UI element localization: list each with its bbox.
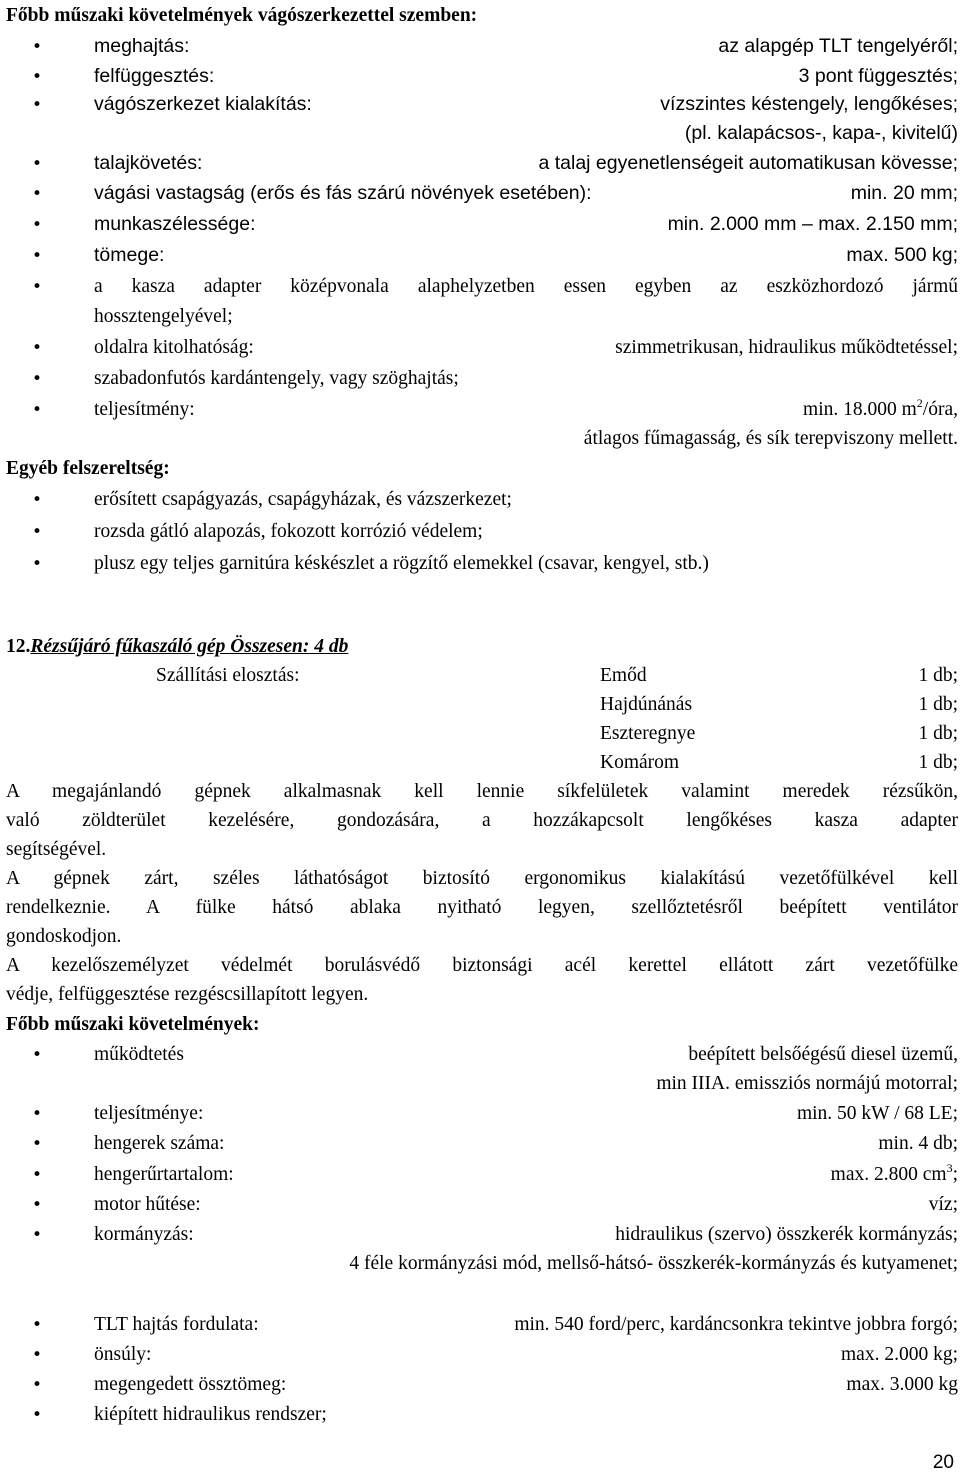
item-label: kormányzás: bbox=[94, 1224, 194, 1245]
section-heading: Főbb műszaki követelmények: bbox=[6, 1014, 260, 1035]
list-item bbox=[6, 1310, 958, 1340]
item-text: szabadonfutós kardántengely, vagy szöghajtás; bbox=[94, 368, 459, 389]
item-value: a talaj egyenetlenségeit automatikusan kövesse; bbox=[538, 152, 958, 174]
paragraph-line: A kezelőszemélyzet védelmét borulásvédő biztonsági acél kerettel ellátott zárt vezetőfülke bbox=[6, 955, 958, 976]
bullet-icon bbox=[32, 272, 42, 302]
bullet-icon bbox=[32, 1040, 42, 1070]
distribution-row bbox=[6, 748, 958, 778]
paragraph-line: segítségével. bbox=[6, 839, 107, 860]
item-value: 3 pont függesztés; bbox=[798, 65, 958, 87]
item-value: min IIIA. emissziós normájú motorral; bbox=[656, 1073, 958, 1094]
item-label: TLT hajtás fordulata: bbox=[94, 1314, 259, 1335]
bullet-icon bbox=[32, 517, 42, 547]
list-item bbox=[6, 240, 958, 270]
list-item bbox=[6, 1099, 958, 1129]
section-heading: Főbb műszaki követelmények vágószerkezettel szemben: bbox=[6, 5, 478, 26]
list-item bbox=[6, 1040, 958, 1070]
list-item bbox=[6, 1190, 958, 1220]
list-item-continuation bbox=[6, 1069, 958, 1099]
item-value: (pl. kalapácsos-, kapa-, kivitelű) bbox=[684, 122, 958, 144]
item-label: önsúly: bbox=[94, 1344, 152, 1365]
bullet-icon bbox=[32, 1190, 42, 1220]
bullet-icon bbox=[32, 148, 42, 179]
list-item-continuation bbox=[6, 1249, 958, 1279]
bullet-icon bbox=[32, 395, 42, 425]
item-text: erősített csapágyazás, csapágyházak, és vázszerkezet; bbox=[94, 489, 512, 510]
item-label: felfüggesztés: bbox=[94, 65, 215, 87]
item-label: megengedett össztömeg: bbox=[94, 1374, 287, 1395]
list-item bbox=[6, 31, 958, 61]
bullet-icon bbox=[32, 1370, 42, 1400]
item-value: max. 2.000 kg; bbox=[841, 1344, 958, 1365]
item-text: rozsda gátló alapozás, fokozott korrózió védelem; bbox=[94, 521, 483, 542]
item-value: 4 féle kormányzási mód, mellső-hátsó- összkerék-kormányzás és kutyamenet; bbox=[349, 1253, 958, 1274]
list-item bbox=[6, 148, 958, 178]
item-label: motor hűtése: bbox=[94, 1194, 201, 1215]
item-value: az alapgép TLT tengelyéről; bbox=[718, 35, 958, 57]
item-label: működtetés bbox=[94, 1044, 184, 1065]
distribution-location: Hajdúnánás bbox=[600, 694, 693, 715]
item-value: min. 50 kW / 68 LE; bbox=[796, 1103, 958, 1124]
item-value: max. 500 kg; bbox=[846, 244, 958, 266]
bullet-icon bbox=[32, 1340, 42, 1370]
paragraph-line: védje, felfüggesztése rezgéscsillapított legyen. bbox=[6, 984, 369, 1005]
item-text: hossztengelyével; bbox=[94, 306, 233, 327]
item-value: min. 18.000 $m^2$/óra, bbox=[803, 396, 958, 420]
list-item bbox=[6, 485, 958, 515]
list-item bbox=[6, 1220, 958, 1250]
item-value: átlagos fűmagasság, és sík terepviszony mellett. bbox=[583, 428, 958, 449]
paragraph-line: A gépnek zárt, széles láthatóságot biztosító ergonomikus kialakítású vezetőfülkével kell bbox=[6, 868, 958, 889]
item-label: kiépített hidraulikus rendszer; bbox=[94, 1404, 327, 1425]
section-heading: Egyéb felszereltség: bbox=[6, 458, 170, 479]
list-item-continuation bbox=[6, 424, 958, 454]
item-value: víz; bbox=[928, 1194, 958, 1215]
distribution-location: Emőd bbox=[600, 665, 647, 686]
item-value: szimmetrikusan, hidraulikus működtetéssel; bbox=[615, 337, 958, 358]
list-item bbox=[6, 1160, 958, 1190]
bullet-icon bbox=[32, 1129, 42, 1159]
paragraph-line: A megajánlandó gépnek alkalmasnak kell lennie síkfelületek valamint meredek rézsűkön, bbox=[6, 781, 958, 802]
distribution-qty: 1 db; bbox=[918, 694, 958, 715]
item-title bbox=[6, 632, 958, 662]
item-label: oldalra kitolhatóság: bbox=[94, 337, 254, 358]
bullet-icon bbox=[32, 1099, 42, 1129]
item-value: hidraulikus (szervo) összkerék kormányzás; bbox=[615, 1224, 958, 1245]
bullet-icon bbox=[32, 364, 42, 394]
list-item bbox=[6, 89, 958, 119]
distribution-qty: 1 db; bbox=[918, 752, 958, 773]
item-value: min. 2.000 mm – max. 2.150 mm; bbox=[667, 213, 958, 235]
item-value: vízszintes késtengely, lengőkéses; bbox=[660, 93, 958, 115]
distribution-location: Komárom bbox=[600, 752, 680, 773]
item-label: hengerek száma: bbox=[94, 1133, 225, 1154]
item-value: beépített belsőégésű diesel üzemű, bbox=[688, 1044, 958, 1065]
list-item bbox=[6, 1400, 958, 1430]
item-number: 12. bbox=[6, 636, 31, 657]
item-label: teljesítménye: bbox=[94, 1103, 204, 1124]
bullet-icon bbox=[32, 89, 42, 120]
distribution-row bbox=[6, 690, 958, 720]
list-item bbox=[6, 1129, 958, 1159]
list-item bbox=[6, 209, 958, 239]
paragraph-line: gondoskodjon. bbox=[6, 926, 122, 947]
list-item bbox=[6, 1370, 958, 1400]
item-value: max. 3.000 kg bbox=[846, 1374, 958, 1395]
item-label: hengerűrtartalom: bbox=[94, 1164, 234, 1185]
bullet-icon bbox=[32, 485, 42, 515]
bullet-icon bbox=[32, 1160, 42, 1190]
item-value: min. 20 mm; bbox=[850, 182, 958, 204]
bullet-icon bbox=[32, 61, 42, 92]
item-label: munkaszélessége: bbox=[94, 213, 256, 235]
bullet-icon bbox=[32, 209, 42, 240]
list-item bbox=[6, 272, 958, 302]
distribution-row bbox=[6, 719, 958, 749]
item-value: min. 4 db; bbox=[878, 1133, 958, 1154]
item-label: meghajtás: bbox=[94, 35, 190, 57]
list-item bbox=[6, 364, 958, 394]
bullet-icon bbox=[32, 178, 42, 209]
item-text: plusz egy teljes garnitúra késkészlet a rögzítő elemekkel (csavar, kengyel, stb.) bbox=[94, 553, 709, 574]
item-value: min. 540 ford/perc, kardáncsonkra tekintve jobbra forgó; bbox=[514, 1314, 958, 1335]
bullet-icon bbox=[32, 1310, 42, 1340]
list-item bbox=[6, 395, 958, 425]
list-item-continuation bbox=[6, 302, 958, 332]
bullet-icon bbox=[32, 1400, 42, 1430]
bullet-icon bbox=[32, 240, 42, 271]
bullet-icon bbox=[32, 1220, 42, 1250]
bullet-icon bbox=[32, 549, 42, 579]
list-item-continuation bbox=[6, 118, 958, 148]
page-number: 20 bbox=[932, 1452, 954, 1473]
item-label: tömege: bbox=[94, 244, 165, 266]
item-label: talajkövetés: bbox=[94, 152, 203, 174]
list-item bbox=[6, 517, 958, 547]
list-item bbox=[6, 333, 958, 363]
item-label: vágási vastagság (erős és fás szárú növények esetében): bbox=[94, 182, 592, 204]
list-item bbox=[6, 1340, 958, 1370]
list-item bbox=[6, 61, 958, 91]
list-item bbox=[6, 549, 958, 579]
distribution-label: Szállítási elosztás: bbox=[156, 665, 300, 686]
item-label: vágószerkezet kialakítás: bbox=[94, 93, 312, 115]
distribution-location: Eszteregnye bbox=[600, 723, 696, 744]
item-value: max. 2.800 $cm^3$; bbox=[830, 1161, 958, 1185]
list-item bbox=[6, 178, 958, 208]
bullet-icon bbox=[32, 31, 42, 62]
distribution-qty: 1 db; bbox=[918, 723, 958, 744]
paragraph-line: rendelkeznie. A fülke hátsó ablaka nyitható legyen, szellőztetésről beépített ventilátor bbox=[6, 897, 958, 918]
distribution-row bbox=[6, 661, 958, 691]
distribution-qty: 1 db; bbox=[918, 665, 958, 686]
item-text: a kasza adapter középvonala alaphelyzetben essen egyben az eszközhordozó jármű bbox=[94, 276, 958, 297]
item-label: teljesítmény: bbox=[94, 399, 195, 420]
bullet-icon bbox=[32, 333, 42, 363]
paragraph-line: való zöldterület kezelésére, gondozására, a hozzákapcsolt lengőkéses kasza adapter bbox=[6, 810, 958, 831]
item-title-text: Rézsűjáró fűkaszáló gép Összesen: 4 db bbox=[30, 636, 349, 657]
